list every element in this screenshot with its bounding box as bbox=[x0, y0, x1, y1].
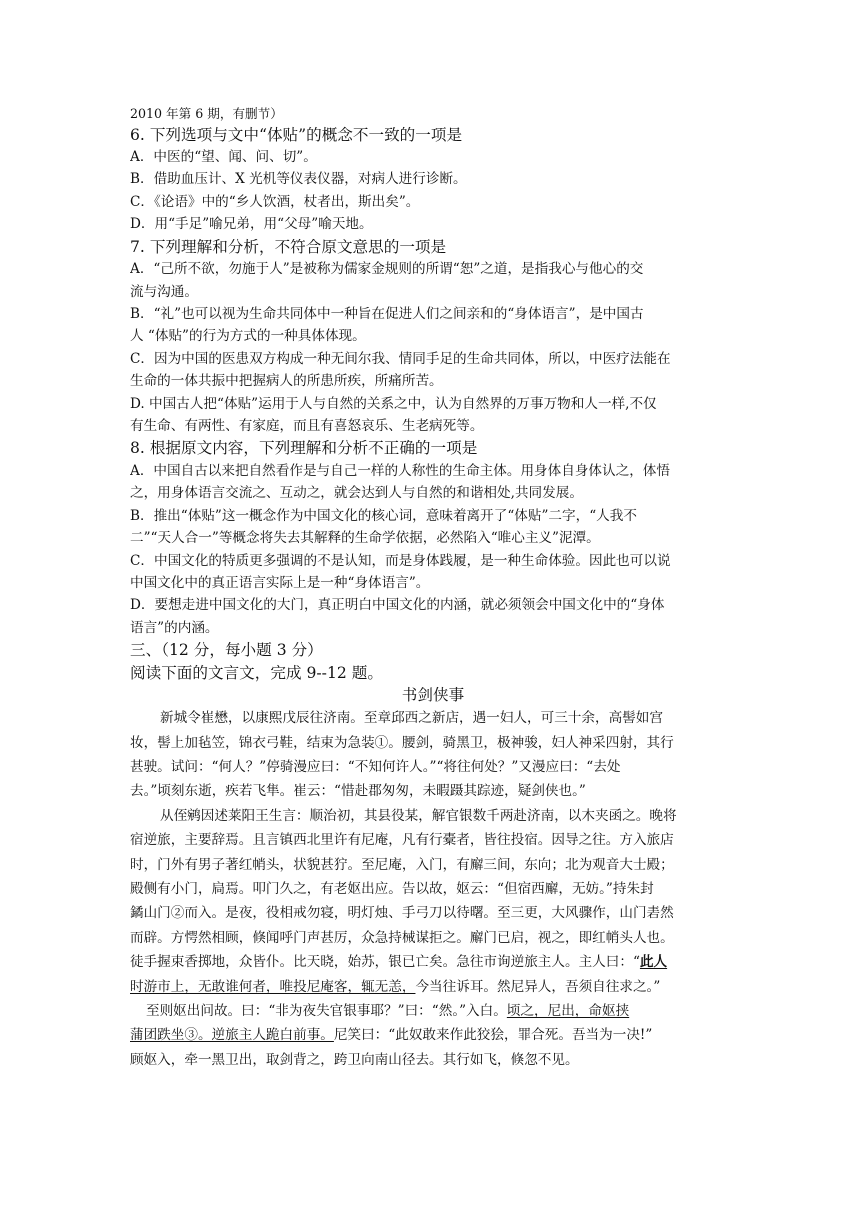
underlined-text: 此人 bbox=[639, 954, 668, 971]
passage-p2-line bbox=[130, 975, 736, 999]
classical-passage bbox=[130, 706, 736, 1072]
question-7-option-c: C．因为中国的医患双方构成一种无间尔我、情同手足的生命共同体，所以，中医疗法能在 bbox=[130, 350, 671, 367]
question-8-option-a-cont: 之，用身体语言交流之、互动之，就会达到人与自然的和谐相处,共同发展。 bbox=[130, 485, 583, 502]
passage-text: 今当往诉耳。然尼异人，吾须自往求之。” bbox=[415, 978, 661, 995]
question-8-option-c-cont: 中国文化中的真正语言实际上是一种“身体语言”。 bbox=[130, 574, 430, 591]
question-7-option-b: B．“礼”也可以视为生命共同体中一种旨在促进人们之间亲和的“身体语言”，是中国古 bbox=[130, 305, 644, 322]
passage-p2-line: 宿逆旅，主要辞焉。且言镇西北里许有尼庵，凡有行橐者，皆往投宿。因导之往。方入旅店 bbox=[130, 832, 674, 849]
question-8-stem: 8. 根据原文内容，下列理解和分析不正确的一项是 bbox=[130, 439, 478, 458]
passage-p3-line bbox=[130, 999, 736, 1023]
passage-p2-line: 从侄鹓因述莱阳王生言：顺治初，其县役某，解官银数千两赴济南，以木夹函之。晚将 bbox=[160, 807, 677, 824]
passage-p1-line: 新城令崔懋，以康熙戊辰往济南。至章邱西之新店，遇一妇人，可三十余，高髻如宫 bbox=[160, 710, 663, 727]
question-6-option-a: A．中医的“望、闻、问、切”。 bbox=[130, 149, 317, 165]
question-8-option-a: A．中国自古以来把自然看作是与自己一样的人称性的生命主体。用身体自身体认之，体悟 bbox=[130, 462, 670, 479]
passage-p2-line: 殿侧有小门，扃焉。叩门久之，有老妪出应。告以故，妪云：“但宿西廨，无妨。”持朱封 bbox=[130, 880, 654, 897]
question-6-option-d: D．用“手足”喻兄弟，用“父母”喻天地。 bbox=[130, 216, 373, 233]
underlined-text: 顷之，尼出，命妪挟 bbox=[506, 1003, 630, 1019]
question-7-option-d: D. 中国古人把“体贴”运用于人与自然的关系之中，认为自然界的万事万物和人一样,不仅 bbox=[130, 395, 657, 412]
document-page bbox=[130, 104, 736, 1072]
passage-text: 至则妪出问故。曰：“非为夜失官银事耶？”曰：“然。”入白。 bbox=[146, 1003, 507, 1019]
question-8-option-d: D．要想走进中国文化的大门，真正明白中国文化的内涵，就必须领会中国文化中的“身体 bbox=[130, 597, 665, 614]
passage-title: 书剑侠事 bbox=[401, 686, 465, 705]
question-8 bbox=[130, 437, 736, 639]
passage-p1-line: 去。”顷刻东逝，疾若飞隼。崔云：“惜赴郡匆匆，未暇蹑其踪迹，疑剑侠也。” bbox=[130, 783, 586, 800]
passage-p2-line: 时，门外有男子著红帩头，状貌甚狞。至尼庵，入门，有廨三间，东向；北为观音大士殿； bbox=[130, 856, 674, 873]
question-7-option-c-cont: 生命的一体共振中把握病人的所患所疾，所痛所苦。 bbox=[130, 373, 443, 390]
section-3-instruction: 阅读下面的文言文，完成 9--12 题。 bbox=[130, 663, 383, 682]
underlined-text: 蒲团跌坐③。逆旅主人跪白前事。 bbox=[130, 1027, 334, 1044]
question-7-option-a: A．“己所不欲，勿施于人”是被称为儒家金规则的所谓“恕”之道，是指我心与他心的交 bbox=[130, 261, 644, 278]
question-8-option-b: B．推出“体贴”这一概念作为中国文化的核心词，意味着离开了“体贴”二字，“人我不 bbox=[130, 507, 637, 524]
question-7-stem: 7. 下列理解和分析，不符合原文意思的一项是 bbox=[130, 237, 447, 256]
question-7-option-d-cont: 有生命、有两性、有家庭，而且有喜怒哀乐、生老病死等。 bbox=[130, 417, 484, 434]
question-6-option-b: B．借助血压计、X 光机等仪表仪器，对病人进行诊断。 bbox=[130, 171, 467, 188]
question-8-option-b-cont: 二”“天人合一”等概念将失去其解释的生命学依据，必然陷入“唯心主义”泥潭。 bbox=[130, 530, 600, 547]
passage-p3-line bbox=[130, 1023, 736, 1047]
question-6-option-c: C．《论语》中的“乡人饮酒，杖者出，斯出矣”。 bbox=[130, 193, 420, 210]
question-7-option-a-cont: 流与沟通。 bbox=[130, 283, 198, 300]
question-7-option-b-cont: 人 “体贴”的行为方式的一种具体体现。 bbox=[130, 328, 366, 345]
question-6-stem: 6. 下列选项与文中“体贴”的概念不一致的一项是 bbox=[130, 125, 463, 144]
underlined-text: 时游市上，无敢谁何者，唯投尼庵客，辄无恙， bbox=[130, 978, 416, 995]
passage-p2-line: 鐍山门②而入。是夜，役相戒勿寝，明灯烛、手弓刀以待曙。至三更，大风骤作，山门砉然 bbox=[130, 905, 674, 922]
passage-p2-line: 而辟。方愕然相顾，倏闻呼门声甚厉，众急持械谋拒之。廨门已启，视之，即红帩头人也。 bbox=[130, 929, 674, 946]
question-7 bbox=[130, 236, 736, 438]
passage-text: 尼笑曰：“此奴敢来作此狡狯，罪合死。吾当为一决!” bbox=[333, 1027, 653, 1044]
header-line: 2010 年第 6 期，有删节） bbox=[130, 106, 283, 121]
question-8-option-c: C．中国文化的特质更多强调的不是认知，而是身体践履，是一种生命体验。因此也可以说 bbox=[130, 552, 671, 569]
passage-p1-line: 妆，髻上加毡笠，锦衣弓鞋，结束为急装①。腰剑，骑黑卫，极神骏，妇人神采四射，其行 bbox=[130, 734, 674, 751]
passage-p2-line bbox=[130, 950, 736, 974]
passage-p1-line: 甚驶。试问：“何人？”停骑漫应曰：“不知何许人。”“将往何处？”又漫应曰：“去处 bbox=[130, 758, 621, 775]
question-8-option-d-cont: 语言”的内涵。 bbox=[130, 619, 219, 636]
question-6 bbox=[130, 124, 736, 236]
section-3-heading: 三、（12 分，每小题 3 分） bbox=[130, 641, 323, 660]
passage-text: 徒手握束香掷地，众皆仆。比天晓，始苏，银已亡矣。急往市询逆旅主人。主人曰：“ bbox=[130, 954, 640, 971]
passage-p3-line: 顾妪入，牵一黑卫出，取剑背之，跨卫向南山径去。其行如飞，倏忽不见。 bbox=[130, 1051, 579, 1068]
